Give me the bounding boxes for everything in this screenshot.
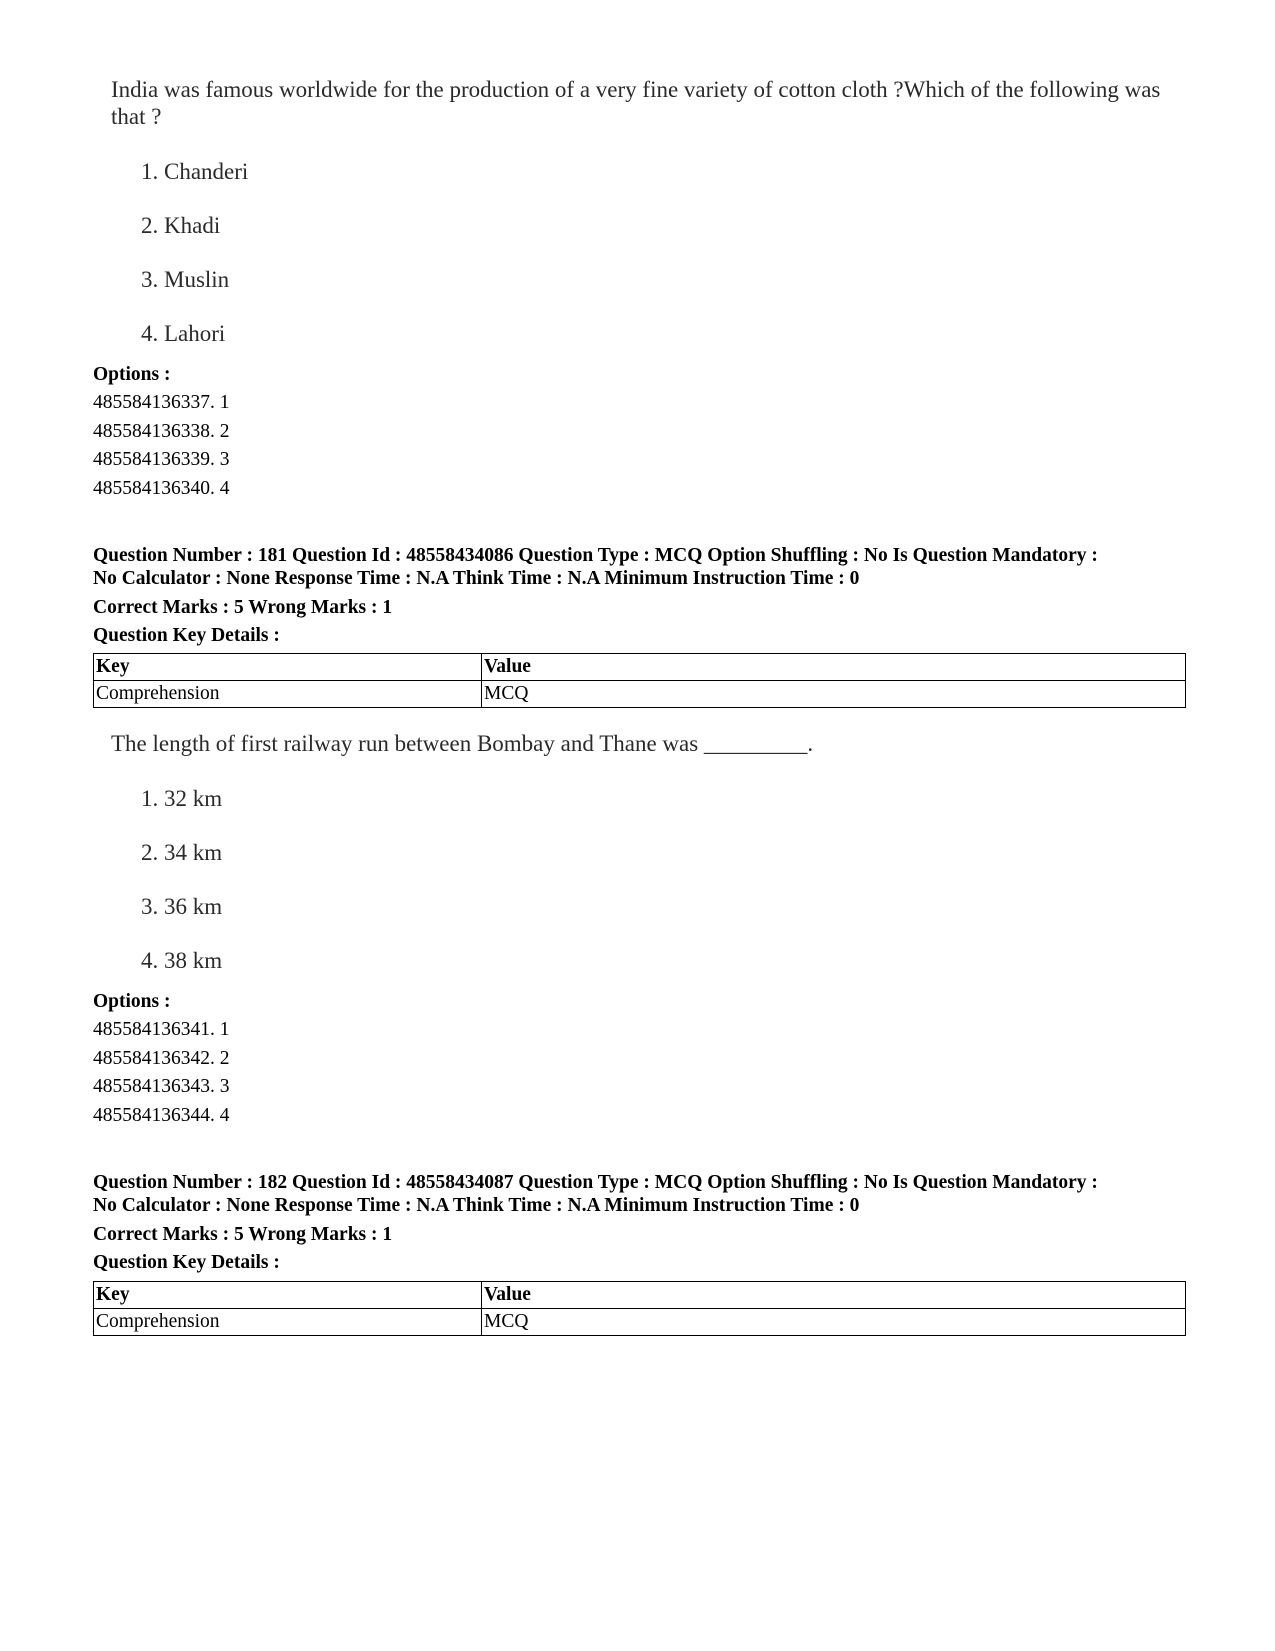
key-details-label: Question Key Details :: [93, 625, 280, 646]
table-cell: MCQ: [482, 1309, 1186, 1336]
option-line: 485584136338. 2: [93, 421, 230, 442]
option-line: 485584136344. 4: [93, 1105, 230, 1126]
choice-item: 2. Khadi: [141, 213, 221, 238]
table-row: [94, 681, 1186, 708]
table-cell: Comprehension: [94, 681, 482, 708]
table-cell: Comprehension: [94, 1309, 482, 1336]
option-line: 485584136342. 2: [93, 1048, 230, 1069]
marks-line: Correct Marks : 5 Wrong Marks : 1: [93, 1224, 393, 1245]
table-cell: MCQ: [482, 681, 1186, 708]
question-meta-line2: No Calculator : None Response Time : N.A Think Time : N.A Minimum Instruction Time : 0: [93, 568, 860, 589]
option-line: 485584136339. 3: [93, 449, 230, 470]
option-line: 485584136343. 3: [93, 1076, 230, 1097]
table-header-cell: Key: [94, 654, 482, 681]
option-line: 485584136341. 1: [93, 1019, 230, 1040]
question-key-table: [93, 653, 1186, 708]
table-header-row: [94, 1282, 1186, 1309]
table-row: [94, 1309, 1186, 1336]
question-key-table: [93, 1281, 1186, 1336]
question-meta-line1: Question Number : 181 Question Id : 48558434086 Question Type : MCQ Option Shuffling : No Is Question Mandatory :: [93, 545, 1098, 566]
choice-item: 4. 38 km: [141, 948, 223, 973]
question-text: India was famous worldwide for the production of a very fine variety of cotton cloth ?Which of the following was that ?: [111, 77, 1161, 129]
choice-item: 1. Chanderi: [141, 159, 249, 184]
table-header-cell: Value: [482, 1282, 1186, 1309]
table-header-row: [94, 654, 1186, 681]
key-details-label: Question Key Details :: [93, 1252, 280, 1273]
options-label: Options :: [93, 991, 171, 1012]
marks-line: Correct Marks : 5 Wrong Marks : 1: [93, 597, 393, 618]
choice-item: 1. 32 km: [141, 786, 223, 811]
options-label: Options :: [93, 364, 171, 385]
choice-item: 2. 34 km: [141, 840, 223, 865]
option-line: 485584136340. 4: [93, 478, 230, 499]
table-header-cell: Value: [482, 654, 1186, 681]
question-meta-line2: No Calculator : None Response Time : N.A Think Time : N.A Minimum Instruction Time : 0: [93, 1195, 860, 1216]
option-line: 485584136337. 1: [93, 392, 230, 413]
table-header-cell: Key: [94, 1282, 482, 1309]
choice-item: 4. Lahori: [141, 321, 226, 346]
question-text: The length of first railway run between Bombay and Thane was _________.: [111, 731, 814, 756]
choice-item: 3. 36 km: [141, 894, 223, 919]
question-meta-line1: Question Number : 182 Question Id : 48558434087 Question Type : MCQ Option Shuffling : No Is Question Mandatory :: [93, 1172, 1098, 1193]
choice-item: 3. Muslin: [141, 267, 230, 292]
